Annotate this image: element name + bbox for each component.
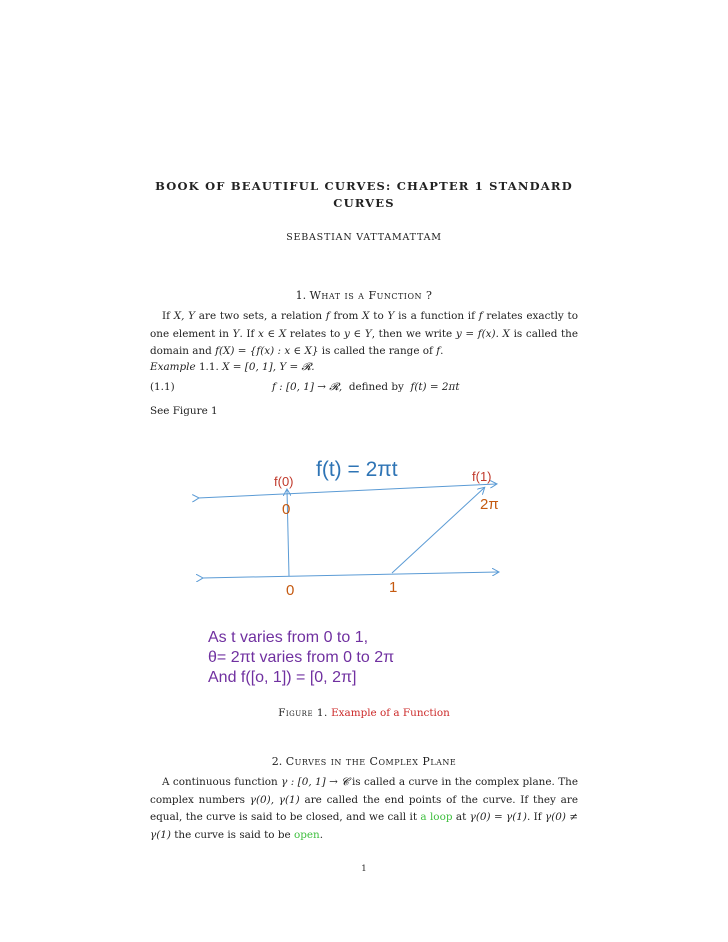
note-line-1: As t varies from 0 to 1, <box>208 629 369 646</box>
example-label: Example <box>150 361 196 373</box>
paragraph-2: A continuous function γ : [0, 1] → 𝓒 is called a curve in the complex plane. The complex numbers γ(0), γ(1) are called the end points of the curve. If they are equal, the curve is said to be closed, and we call it a loop at γ(0) = γ(1). If γ(0) ≠ γ(1) the curve is said to be open. <box>150 776 579 841</box>
section-1-title: What is a Function ? <box>309 289 433 302</box>
equation-body: f : [0, 1] → 𝓡, defined by f(t) = 2πt <box>272 381 460 393</box>
top-number-line <box>198 484 496 498</box>
see-figure-text: See Figure 1 <box>150 405 218 417</box>
page-number: 1 <box>361 864 367 874</box>
section-1-heading <box>150 289 578 302</box>
author: SEBASTIAN VATTAMATTAM <box>286 232 442 243</box>
figure-1-caption <box>150 707 578 719</box>
section-2-heading <box>150 755 578 768</box>
paper-title <box>150 178 578 212</box>
section-2-number: 2. <box>271 755 283 768</box>
paragraph-1: If X, Y are two sets, a relation f from X to Y is a function if f relates exactly to one element in Y. If x ∈ X relates to y ∈ Y, then we write y = f(x). X is called the domain and f(X) = {f(x) : x ∈ X} is called the range of f. <box>150 310 579 357</box>
bottom-number-line <box>202 572 498 578</box>
top-zero-label: 0 <box>282 501 291 518</box>
caption-text: Example of a Function <box>331 707 450 719</box>
label-f-of-0: f(0) <box>274 474 294 489</box>
arrow-one-to-two-pi <box>392 488 484 573</box>
top-two-pi-label: 2π <box>480 496 499 513</box>
figure-1 <box>150 448 578 698</box>
bottom-zero-label: 0 <box>286 582 295 599</box>
term-a-loop: a loop <box>420 811 453 823</box>
title-line-2: CURVES <box>333 196 395 210</box>
caption-label: Figure 1. <box>278 707 328 719</box>
label-f-of-1: f(1) <box>472 469 492 484</box>
section-1-number: 1. <box>295 289 307 302</box>
example-number: 1.1. <box>198 361 219 373</box>
figure-formula: f(t) = 2πt <box>316 458 398 481</box>
example-1-1 <box>150 359 578 377</box>
term-open: open <box>293 828 320 841</box>
note-line-3: And f([o, 1]) = [0, 2π] <box>208 669 357 686</box>
equation-number: (1.1) <box>150 381 175 393</box>
bottom-one-label: 1 <box>389 579 398 596</box>
example-text: X = [0, 1], Y = 𝓡. <box>222 361 315 373</box>
figure-1-diagram <box>150 448 578 698</box>
title-line-1: BOOK OF BEAUTIFUL CURVES: CHAPTER 1 STANDARD <box>155 179 573 193</box>
section-2-title: Curves in the Complex Plane <box>285 755 457 768</box>
note-line-2: θ= 2πt varies from 0 to 2π <box>208 649 395 666</box>
